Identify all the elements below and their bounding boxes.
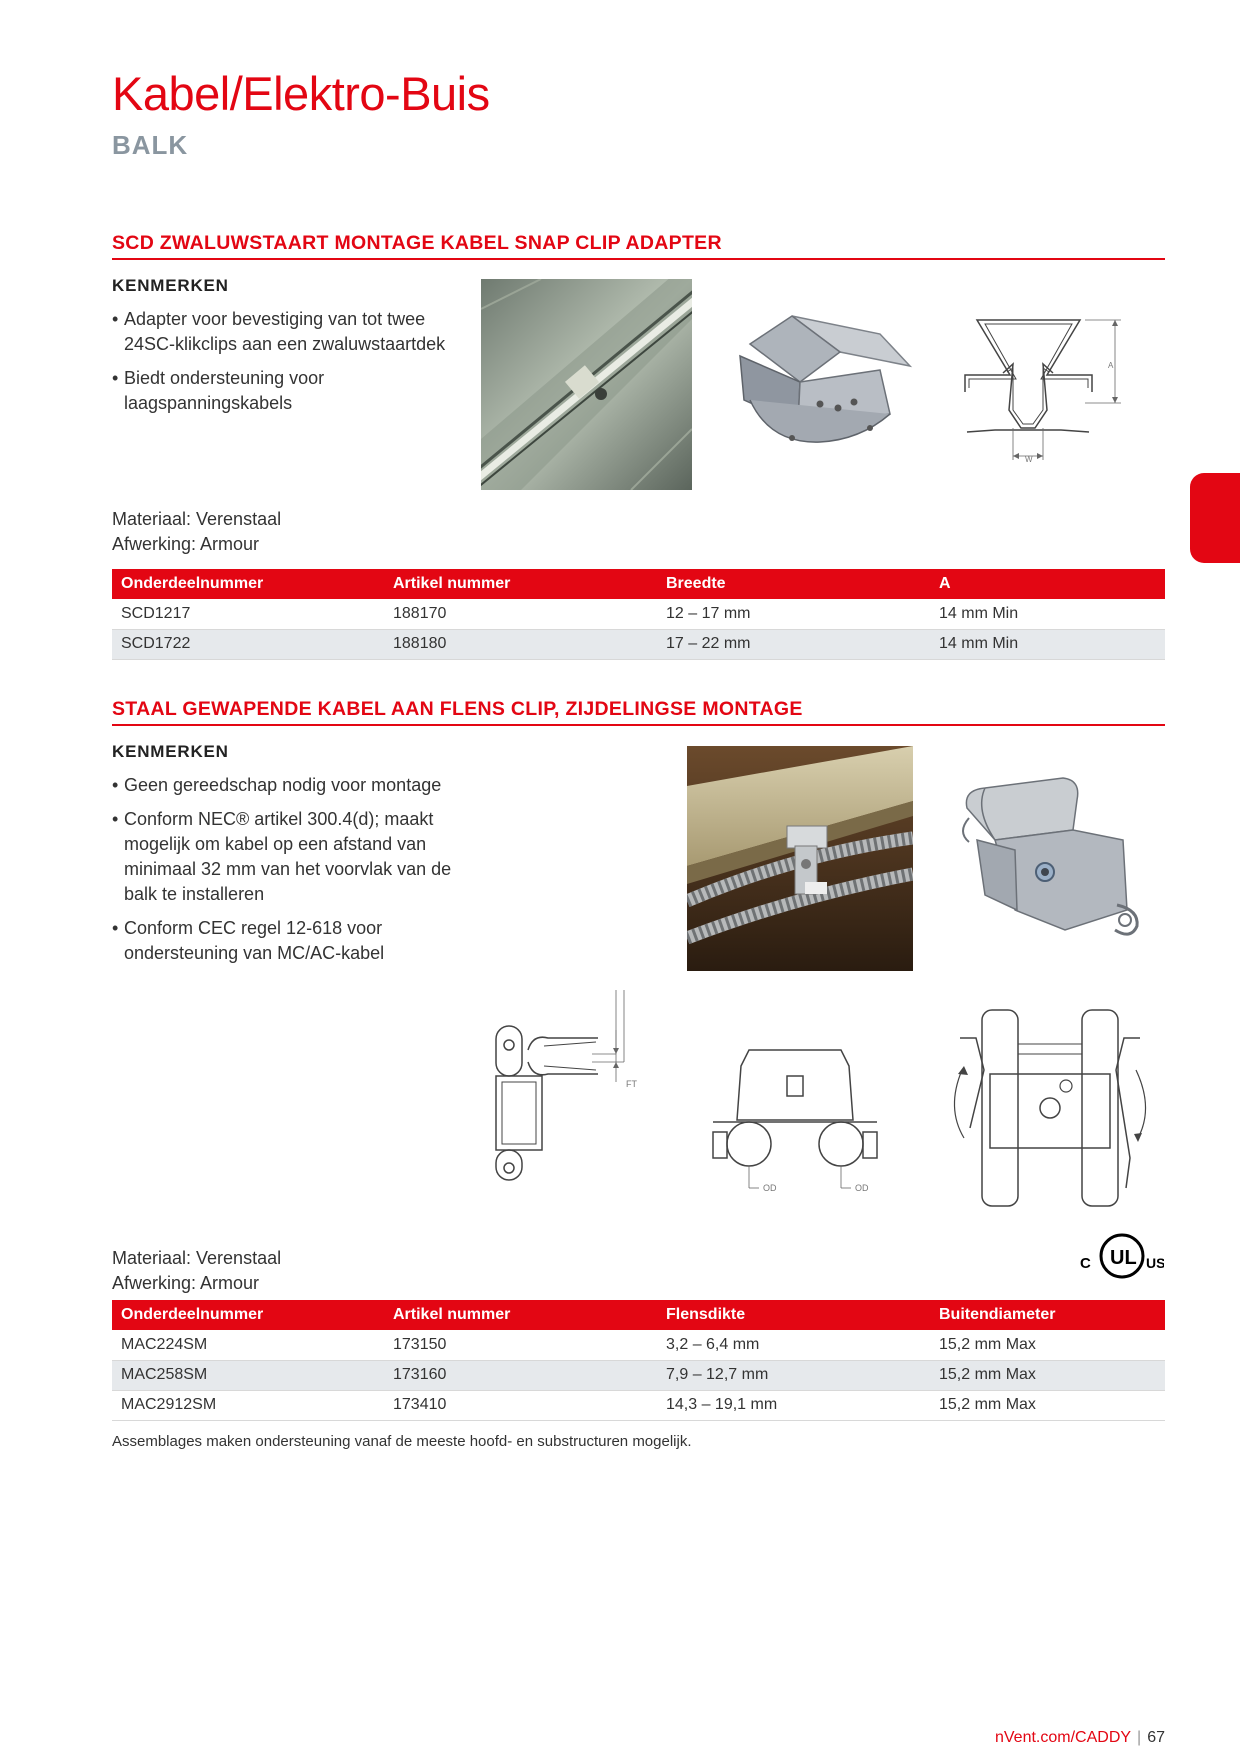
dimension-label-w: W [1025,455,1033,464]
beam-flange-clip-photo [687,746,913,971]
table-row [112,1330,1165,1360]
flange-clip-image [955,770,1155,950]
section1-features-heading: KENMERKEN [112,276,229,295]
table-cell: 173160 [384,1360,657,1390]
flange-clip-rotation-drawing [940,1008,1160,1208]
table-cell: 188180 [384,629,657,659]
column-header: Onderdeelnummer [112,569,384,599]
dimension-label-ft: FT [626,1079,637,1089]
c-mark-text: C [1080,1255,1091,1272]
section2-title: STAAL GEWAPENDE KABEL AAN FLENS CLIP, ZIJDELINGSE MONTAGE [112,698,803,720]
table-row [112,1360,1165,1390]
dimension-label-od-right: OD [855,1183,869,1193]
column-header: Onderdeelnummer [112,1300,384,1330]
table-cell: 15,2 mm Max [930,1330,1165,1360]
table-row [112,599,1165,629]
section2-features-heading: KENMERKEN [112,742,229,761]
table-row [112,1390,1165,1420]
table-cell: MAC2912SM [112,1390,384,1420]
table-cell: 17 – 22 mm [657,629,930,659]
section1-feature-2: • Biedt ondersteuning voor laagspanningskabels [112,366,472,416]
dimension-label-od-left: OD [763,1183,777,1193]
table-cell: 14 mm Min [930,599,1165,629]
column-header: Artikel nummer [384,1300,657,1330]
section2-footnote: Assemblages maken ondersteuning vanaf de meeste hoofd- en substructuren mogelijk. [112,1433,692,1450]
table-cell: 7,9 – 12,7 mm [657,1360,930,1390]
flange-clip-front-drawing [705,1040,885,1200]
section1-rule [112,258,1165,260]
page-title: Kabel/Elektro-Buis [112,67,490,120]
table-cell: SCD1217 [112,599,384,629]
column-header: Buitendiameter [930,1300,1165,1330]
section2-rule [112,724,1165,726]
page-subtitle: BALK [112,130,189,160]
section2-features-list [112,773,462,975]
footer-separator: | [1137,1729,1142,1746]
us-mark-text: US [1146,1255,1164,1271]
section2-feature-3: • Conform CEC regel 12-618 voor ondersteuning van MC/AC-kabel [112,916,462,966]
table-cell: 14,3 – 19,1 mm [657,1390,930,1420]
section1-feature-1: • Adapter voor bevestiging van tot twee 24SC-klikclips aan een zwaluwstaartdek [112,307,472,357]
dimension-label-a: A [1108,361,1114,370]
culus-certification-mark [1080,1232,1164,1280]
ul-mark-text: UL [1110,1247,1137,1269]
table-header-row [112,1300,1165,1330]
section1-material: Materiaal: Verenstaal [112,509,282,529]
section1-finish: Afwerking: Armour [112,534,260,554]
section-side-tab [1190,473,1240,563]
column-header: Artikel nummer [384,569,657,599]
table-row [112,629,1165,659]
dovetail-deck-photo [481,279,692,490]
table-cell: 173150 [384,1330,657,1360]
section1-title: SCD ZWALUWSTAART MONTAGE KABEL SNAP CLIP ADAPTER [112,232,722,254]
page-footer [995,1729,1165,1747]
page-number: 67 [1147,1729,1165,1746]
table-cell: 173410 [384,1390,657,1420]
section2-finish: Afwerking: Armour [112,1273,260,1293]
section2-feature-1: • Geen gereedschap nodig voor montage [112,773,462,798]
table-header-row [112,569,1165,599]
column-header: Breedte [657,569,930,599]
table-cell: 15,2 mm Max [930,1390,1165,1420]
flange-clip-side-drawing [488,990,663,1190]
snap-clip-adapter-dimension-drawing [955,310,1165,470]
table-cell: SCD1722 [112,629,384,659]
section2-spec-table [112,1300,1165,1421]
section2-material: Materiaal: Verenstaal [112,1248,282,1268]
table-cell: 12 – 17 mm [657,599,930,629]
table-cell: 3,2 – 6,4 mm [657,1330,930,1360]
table-cell: 14 mm Min [930,629,1165,659]
snap-clip-adapter-image [730,304,915,464]
column-header: A [930,569,1165,599]
section2-feature-2: • Conform NEC® artikel 300.4(d); maakt mogelijk om kabel op een afstand van minimaal 32 mm van het voorvlak van de balk te installeren [112,807,462,907]
section1-spec-table [112,569,1165,660]
table-cell: 188170 [384,599,657,629]
section1-features-list [112,307,472,425]
footer-url[interactable]: nVent.com/CADDY [994,1729,1132,1746]
table-cell: MAC224SM [112,1330,384,1360]
table-cell: 15,2 mm Max [930,1360,1165,1390]
table-cell: MAC258SM [112,1360,384,1390]
column-header: Flensdikte [657,1300,930,1330]
